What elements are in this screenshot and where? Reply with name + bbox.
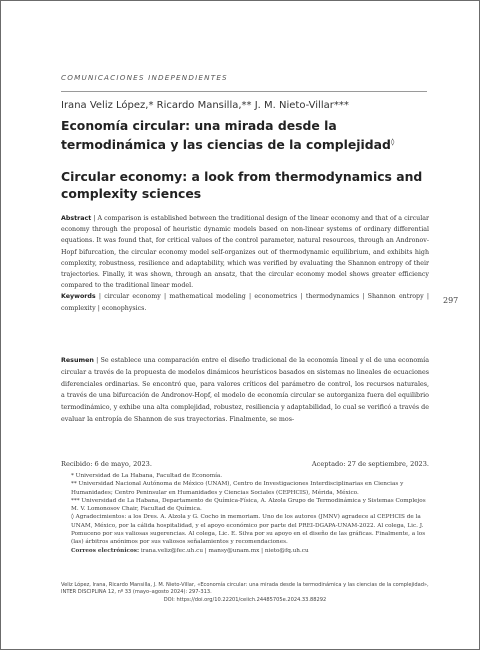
title-spanish bbox=[61, 117, 433, 153]
footnote-affiliation-2: ** Universidad Nacional Autónoma de México (UNAM), Centro de Investigaciones Interdisciplinarias en Ciencias y Humanidades; Centro Peninsular en Humanidades y Ciencias Sociales (CEPHCIS), Mérida, México. bbox=[71, 481, 404, 496]
doi-link[interactable]: DOI: https://doi.org/10.22201/ceiich.24485705e.2024.33.88292 bbox=[163, 596, 327, 603]
received-date: Recibido: 6 de mayo, 2023. bbox=[61, 460, 152, 468]
emails-label: Correos electrónicos: bbox=[71, 547, 140, 554]
submission-dates bbox=[61, 460, 429, 468]
footnote-emails bbox=[61, 547, 429, 555]
citation-text: Veliz López, Irana, Ricardo Mansilla, J. M. Nieto-Villar, «Economía circular: una mirada desde la termodinámica y las ciencias de la complejidad», INTER DISCIPLINA 12, nº 33 (mayo–agosto 2024): 297-313. bbox=[61, 582, 429, 596]
author-list: Irana Veliz López,* Ricardo Mansilla,** J. M. Nieto-Villar*** bbox=[61, 100, 349, 111]
footnote-affiliation-3: *** Universidad de La Habana, Departamento de Química-Física, A. Alzola Grupo de Termodinámica y Sistemas Complejos M. V. Lomonosov Chair, Facultad de Química. bbox=[71, 497, 426, 513]
section-label: COMUNICACIONES INDEPENDIENTES bbox=[61, 73, 228, 82]
citation-block bbox=[61, 582, 429, 604]
abstract-block bbox=[61, 213, 429, 314]
keywords-text: | circular economy | mathematical modeling | econometrics | thermodynamics | Shannon entropy | complexity | econophysics. bbox=[61, 293, 429, 312]
footnotes bbox=[61, 472, 429, 555]
emails-text: irana.veliz@fec.uh.cu | mansy@unam.mx | nieto@fq.uh.cu bbox=[139, 547, 309, 554]
title-footnote-mark: ◊ bbox=[390, 138, 395, 146]
footnote-acknowledgements: ◊ Agradecimientos: a los Dres. A. Alzola y G. Cocho in memoriam. Uno de los autores (JMNV) agradece al CEPHCIS de la UNAM, México, por la cálida hospitalidad, y el apoyo económico por parte del PREI-DGAPA-UNAM-2022. Al colega, Lic. J. Pomuceno por sus valiosas sugerencias. Al colega, Lic. E. Silva por su apoyo en el diseño de las gráficas. Finalmente, a los (las) árbitros anónimos por sus valiosos señalamientos y recomendaciones. bbox=[71, 514, 426, 546]
abstract-label: Abstract bbox=[61, 215, 92, 222]
accepted-date: Aceptado: 27 de septiembre, 2023. bbox=[311, 460, 429, 468]
resumen-text: | Se establece una comparación entre el diseño tradicional de la economía lineal y el de una economía circular a través de la propuesta de modelos dinámicos heurísticos basados en sistemas no lineales de ecuaciones diferenciales ordinarias. Se encontró que, para valores críticos del parámetro de control, los recursos naturales, a través de una bifurcación de Andronov-Hopf, el modelo de economía circular se autorganiza fuera del equilibrio termodinámico, y exhibe una alta complejidad, robustez, resiliencia y adaptabilidad, lo cual se verificó a través de evaluar la entropía de Shannon de sus trayectorias. Finalmente, se mos- bbox=[61, 357, 429, 423]
keywords-label: Keywords bbox=[61, 293, 96, 301]
title-english: Circular economy: a look from thermodynamics and complexity sciences bbox=[61, 169, 423, 201]
title-spanish-text: Economía circular: una mirada desde la termodinámica y las ciencias de la complejidad bbox=[61, 118, 391, 153]
header-rule bbox=[61, 91, 427, 92]
page-number: 297 bbox=[443, 296, 459, 305]
footnote-affiliation-1: * Universidad de La Habana, Facultad de Economía. bbox=[71, 473, 223, 479]
abstract-text: | A comparison is established between the traditional design of the linear economy and that of a circular economy through the proposal of heuristic dynamic models based on non-linear systems of ordinary differential equations. It was found that, for critical values of the control parameter, natural resources, through an Andronov-Hopf bifurcation, the circular economy model self-organizes out of thermodynamic equilibrium, and exhibits high complexity, robustness, resilience and adaptability, which was verified by evaluating the Shannon entropy of their trajectories. Finally, it was shown, through an ansatz, that the circular economy model shows greater efficiency compared to the traditional linear model. bbox=[61, 215, 429, 290]
resumen-block bbox=[61, 355, 429, 455]
resumen-label: Resumen bbox=[61, 357, 94, 364]
